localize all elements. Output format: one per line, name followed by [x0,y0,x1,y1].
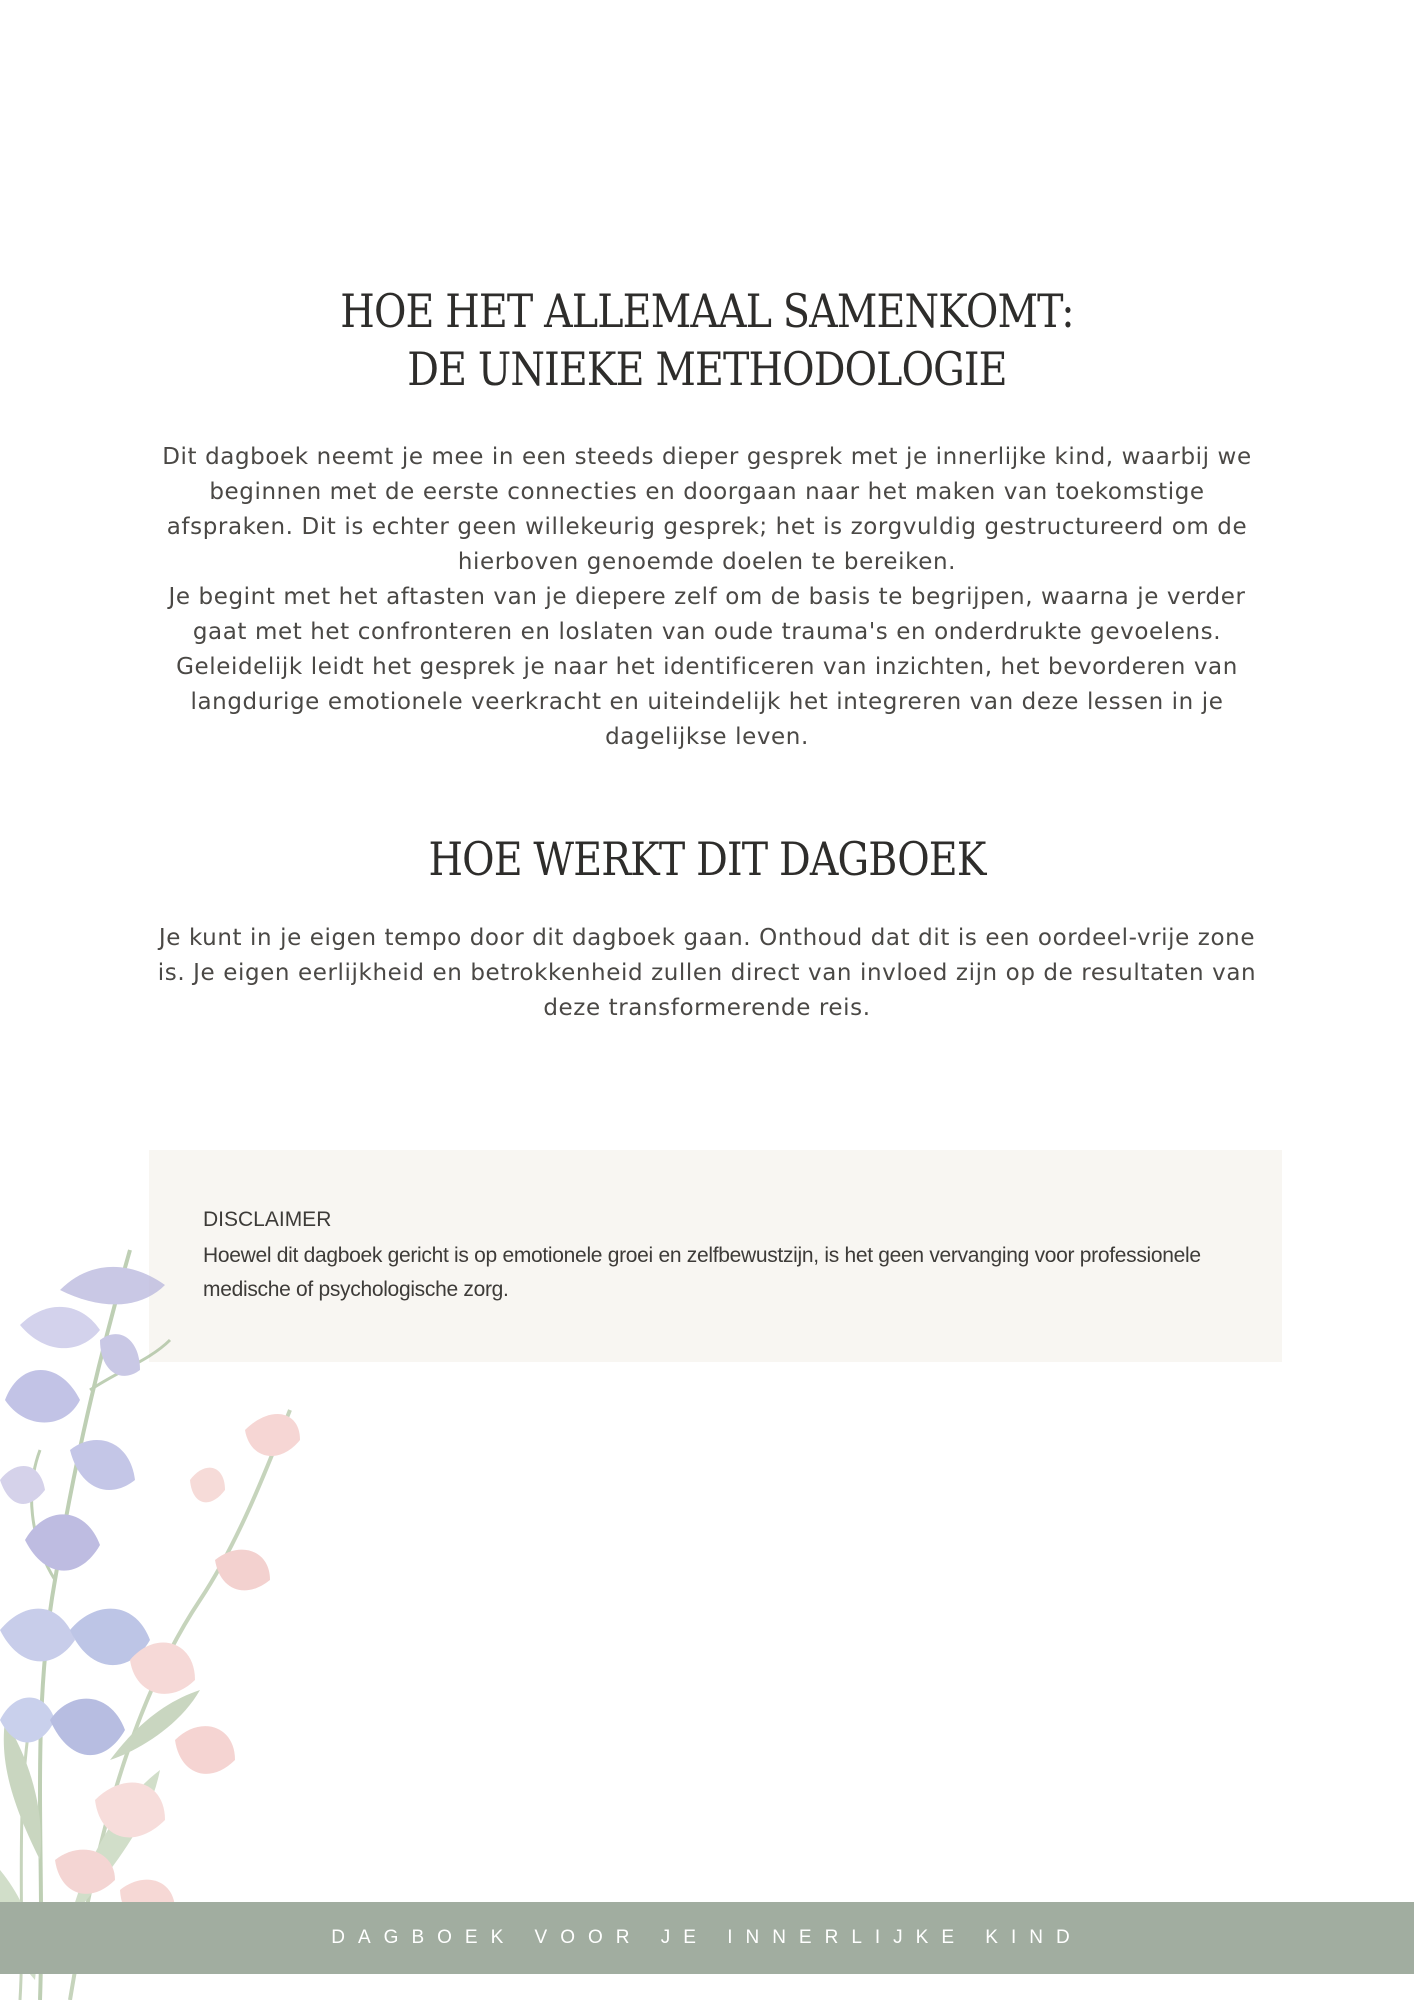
footer-bar [0,1902,1414,1974]
how-it-works-title: HOE WERKT DIT DAGBOEK [428,832,986,886]
disclaimer-text: Hoewel dit dagboek gericht is op emotionele groei en zelfbewustzijn, is het geen vervanging voor professionele medische of psychologische zorg. [203,1244,1201,1301]
methodology-title [99,282,1315,398]
methodology-paragraph-1: Dit dagboek neemt je mee in een steeds dieper gesprek met je innerlijke kind, waarbij we beginnen met de eerste connecties en doorgaan naar het maken van toekomstige afspraken. Dit is echter geen willekeurig gesprek; het is zorgvuldig gestructureerd om de hierboven genoemde doelen te bereiken. [162,444,1252,575]
methodology-body [150,440,1264,755]
methodology-paragraph-2: Je begint met het aftasten van je diepere zelf om de basis te begrijpen, waarna je verder gaat met het confronteren en loslaten van oude trauma's en onderdrukte gevoelens. Geleidelijk leidt het gesprek je naar het identificeren van inzichten, het bevorderen van langdurige emotionele veerkracht en uiteindelijk het integreren van deze lessen in je dagelijkse leven. [168,584,1246,750]
methodology-title-line-1: HOE HET ALLEMAAL SAMENKOMT: [340,284,1074,338]
footer-text: DAGBOEK VOOR JE INNERLIJKE KIND [331,1927,1083,1948]
how-it-works-paragraph: Je kunt in je eigen tempo door dit dagboek gaan. Onthoud dat dit is een oordeel-vrije zone is. Je eigen eerlijkheid en betrokkenheid zullen direct van invloed zijn op de resultaten van deze transformerende reis. [157,925,1257,1021]
methodology-title-line-2: DE UNIEKE METHODOLOGIE [407,342,1007,396]
disclaimer-title: DISCLAIMER [203,1208,332,1231]
watercolor-flowers-icon [0,1160,320,2000]
